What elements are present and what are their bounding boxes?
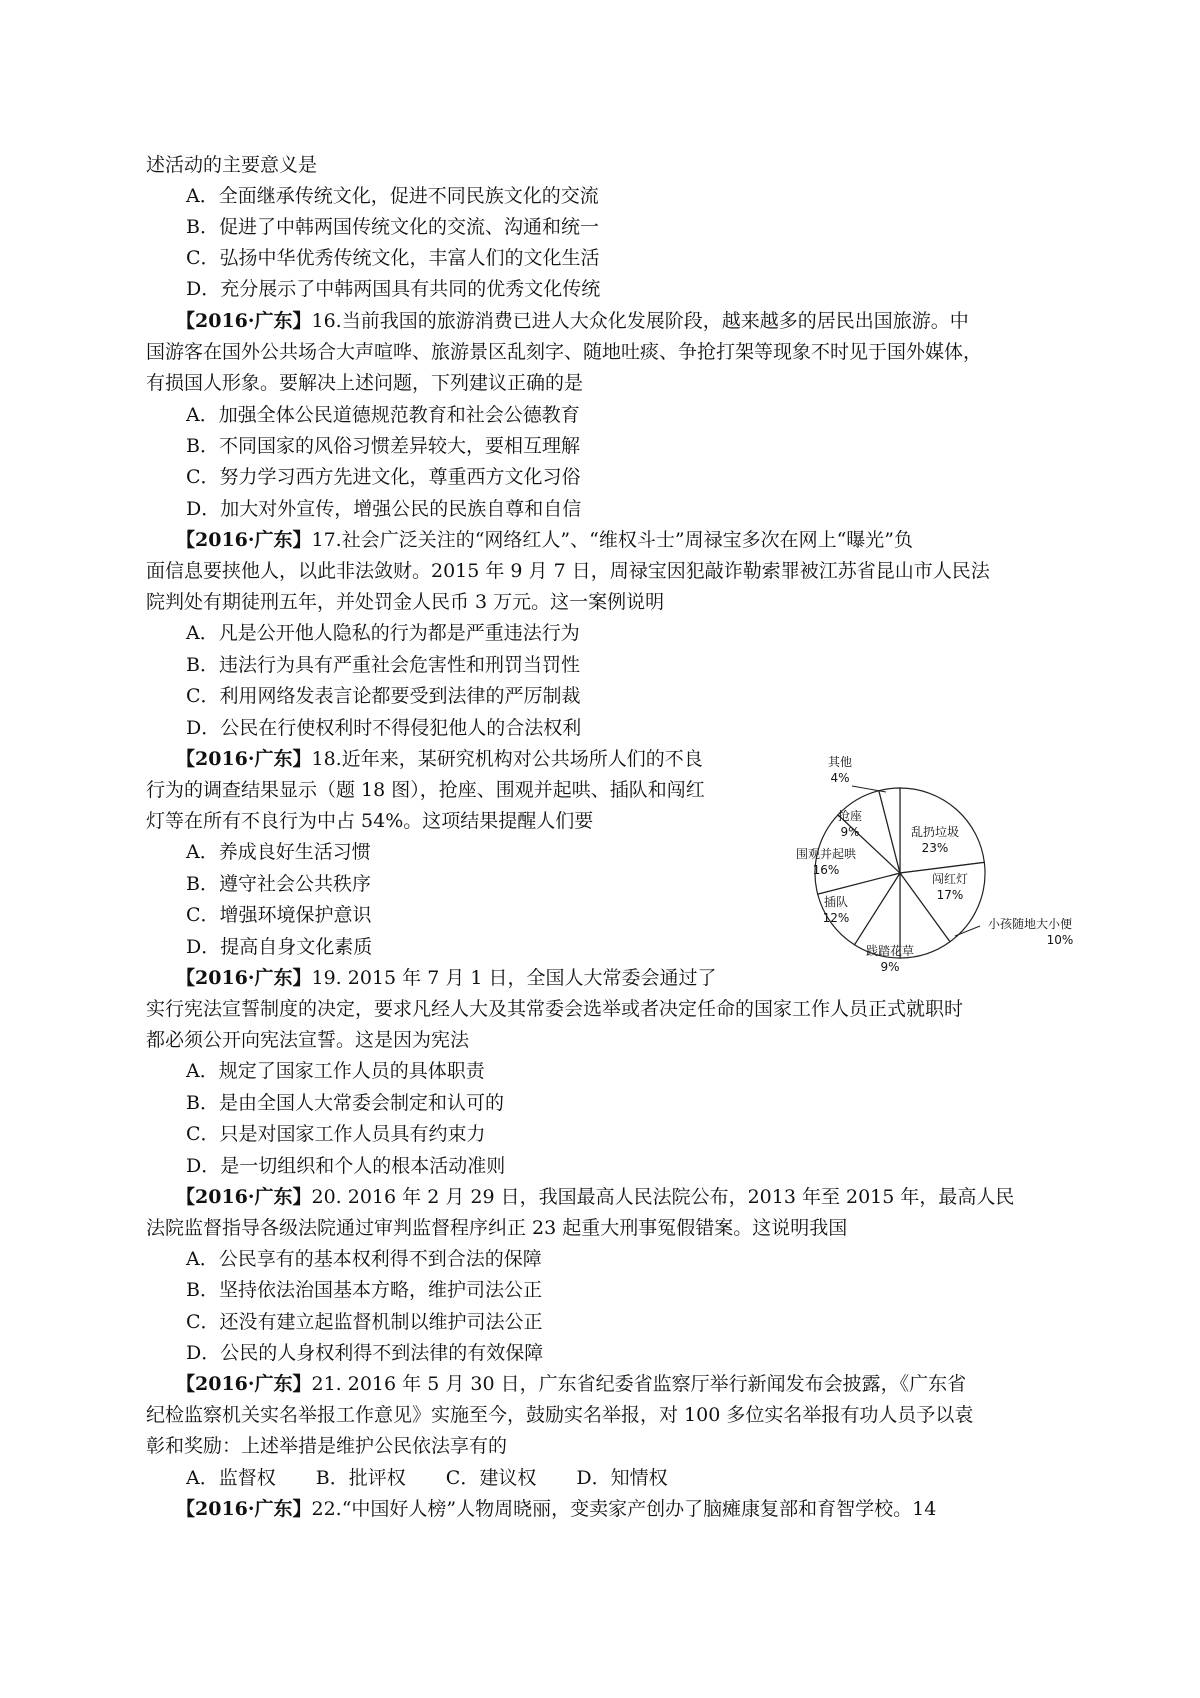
q20-stem-line-2: 法院监督指导各级法院通过审判监督程序纠正 23 起重大刑事冤假错案。这说明我国 xyxy=(146,1217,848,1239)
intro-tail: 述活动的主要意义是 xyxy=(146,154,318,176)
q18-option-c: C．增强环境保护意识 xyxy=(186,904,372,926)
q16-option-c: C．努力学习西方先进文化，尊重西方文化习俗 xyxy=(186,466,581,488)
q21-option-a: A．监督权 xyxy=(186,1467,276,1489)
q16-stem: 16.当前我国的旅游消费已进人大众化发展阶段，越来越多的居民出国旅游。中 xyxy=(311,310,969,332)
q19-option-b: B．是由全国人大常委会制定和认可的 xyxy=(186,1092,504,1114)
q20-option-c: C．还没有建立起监督机制以维护司法公正 xyxy=(186,1311,543,1333)
q19-stem-line-1 xyxy=(176,966,717,990)
q17-stem-line-2: 面信息要挟他人，以此非法敛财。2015 年 9 月 7 日，周禄宝因犯敲诈勒索罪被江苏省昆山市人民法 xyxy=(146,560,990,582)
q19-tag: 【2016·广东】 xyxy=(176,967,312,989)
q21-option-d: D．知情权 xyxy=(576,1467,668,1489)
q16-stem-line-3: 有损国人形象。要解决上述问题，下列建议正确的是 xyxy=(146,372,584,394)
q19-option-a: A．规定了国家工作人员的具体职责 xyxy=(186,1060,485,1082)
q15-option-c: C．弘扬中华优秀传统文化，丰富人们的文化生活 xyxy=(186,247,600,269)
q21-tag: 【2016·广东】 xyxy=(176,1373,312,1395)
q17-option-a: A．凡是公开他人隐私的行为都是严重违法行为 xyxy=(186,622,580,644)
q16-option-b: B．不同国家的风俗习惯差异较大，要相互理解 xyxy=(186,435,580,457)
q17-tag: 【2016·广东】 xyxy=(176,529,312,551)
q16-option-a: A．加强全体公民道德规范教育和社会公德教育 xyxy=(186,404,580,426)
q20-option-a: A．公民享有的基本权利得不到合法的保障 xyxy=(186,1248,542,1270)
q18-pie-chart xyxy=(790,748,1120,998)
pie-value-4: 12% xyxy=(822,911,850,925)
pie-value-5: 16% xyxy=(812,863,840,877)
q15-option-a: A．全面继承传统文化，促进不同民族文化的交流 xyxy=(186,185,599,207)
q19-stem-line-3: 都必须公开向宪法宣誓。这是因为宪法 xyxy=(146,1029,470,1051)
pie-label-7: 其他 xyxy=(827,755,853,769)
q15-option-d: D．充分展示了中韩两国具有共同的优秀文化传统 xyxy=(186,278,601,300)
q18-tag: 【2016·广东】 xyxy=(176,748,312,770)
q17-stem: 17.社会广泛关注的“网络红人”、“维权斗士”周禄宝多次在网上“曝光”负 xyxy=(311,529,913,551)
q19-stem-line-2: 实行宪法宣誓制度的决定，要求凡经人大及其常委会选举或者决定任命的国家工作人员正式就职时 xyxy=(146,998,964,1020)
q18-option-a: A．养成良好生活习惯 xyxy=(186,841,371,863)
q17-option-b: B．违法行为具有严重社会危害性和刑罚当罚性 xyxy=(186,654,580,676)
pie-label-5: 围观并起哄 xyxy=(795,847,857,861)
q21-option-c: C．建议权 xyxy=(445,1467,537,1489)
q19-option-c: C．只是对国家工作人员具有约束力 xyxy=(186,1123,486,1145)
pie-chart-svg xyxy=(790,748,1120,998)
pie-leader-other xyxy=(852,786,886,792)
q18-option-b: B．遵守社会公共秩序 xyxy=(186,873,371,895)
pie-label-3: 践踏花草 xyxy=(865,944,915,958)
pie-label-4: 插队 xyxy=(823,895,849,909)
q21-option-b: B．批评权 xyxy=(315,1467,406,1489)
pie-value-6: 9% xyxy=(840,825,860,839)
pie-value-1: 17% xyxy=(936,888,964,902)
q16-stem-line-2: 国游客在国外公共场合大声喧哗、旅游景区乱刻字、随地吐痰、争抢打架等现象不时见于国外媒体， xyxy=(146,341,983,363)
q22-stem-line-1 xyxy=(176,1497,936,1521)
pie-value-3: 9% xyxy=(880,960,900,974)
pie-value-2: 10% xyxy=(1046,933,1074,947)
q18-stem-line-2: 行为的调查结果显示（题 18 图），抢座、围观并起哄、插队和闯红 xyxy=(146,779,705,801)
q20-stem: 20. 2016 年 2 月 29 日，我国最高人民法院公布，2013 年至 2015 年，最高人民 xyxy=(311,1186,1015,1208)
q18-option-d: D．提高自身文化素质 xyxy=(186,936,373,958)
q17-option-c: C．利用网络发表言论都要受到法律的严厉制裁 xyxy=(186,685,581,707)
q20-stem-line-1 xyxy=(176,1185,1014,1209)
pie-value-7: 4% xyxy=(830,771,850,785)
pie-label-6: 抢座 xyxy=(837,809,863,823)
q21-stem: 21. 2016 年 5 月 30 日，广东省纪委省监察厅举行新闻发布会披露，《广东省 xyxy=(311,1373,967,1395)
q17-option-d: D．公民在行使权利时不得侵犯他人的合法权利 xyxy=(186,717,582,739)
q20-option-d: D．公民的人身权利得不到法律的有效保障 xyxy=(186,1342,544,1364)
q21-stem-line-2: 纪检监察机关实名举报工作意见》实施至今，鼓励实名举报，对 100 多位实名举报有功人员予以袁 xyxy=(146,1404,974,1426)
q18-stem: 18.近年来，某研究机构对公共场所人们的不良 xyxy=(311,748,703,770)
q18-stem-line-1 xyxy=(176,747,703,771)
q15-option-b: B．促进了中韩两国传统文化的交流、沟通和统一 xyxy=(186,216,599,238)
q18-stem-line-3: 灯等在所有不良行为中占 54%。这项结果提醒人们要 xyxy=(146,810,594,832)
q16-tag: 【2016·广东】 xyxy=(176,310,312,332)
pie-label-1: 闯红灯 xyxy=(931,872,969,886)
q20-tag: 【2016·广东】 xyxy=(176,1186,312,1208)
q21-options-row xyxy=(186,1466,668,1490)
q16-option-d: D．加大对外宣传，增强公民的民族自尊和自信 xyxy=(186,498,582,520)
q21-stem-line-1 xyxy=(176,1372,966,1396)
pie-label-2: 小孩随地大小便 xyxy=(987,917,1073,931)
q21-stem-line-3: 彰和奖励：上述举措是维护公民依法享有的 xyxy=(146,1435,508,1457)
q19-stem: 19. 2015 年 7 月 1 日，全国人大常委会通过了 xyxy=(311,967,717,989)
q22-tag: 【2016·广东】 xyxy=(176,1498,312,1520)
q17-stem-line-1 xyxy=(176,528,913,552)
q22-stem: 22.“中国好人榜”人物周晓丽，变卖家产创办了脑瘫康复部和育智学校。14 xyxy=(311,1498,937,1520)
q19-option-d: D．是一切组织和个人的根本活动准则 xyxy=(186,1155,506,1177)
q17-stem-line-3: 院判处有期徒刑五年，并处罚金人民币 3 万元。这一案例说明 xyxy=(146,591,665,613)
q20-option-b: B．坚持依法治国基本方略，维护司法公正 xyxy=(186,1279,542,1301)
pie-value-0: 23% xyxy=(921,841,949,855)
q16-stem-line-1 xyxy=(176,309,969,333)
pie-label-0: 乱扔垃圾 xyxy=(910,825,960,839)
